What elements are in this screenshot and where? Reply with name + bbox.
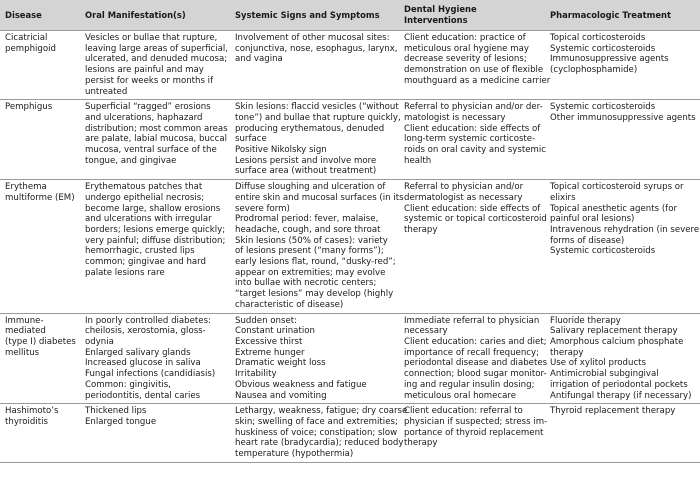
- cell-text-line: Topical anesthetic agents (for: [550, 203, 677, 214]
- cell-text-line: health: [404, 155, 432, 166]
- cell-text-line: Referral to physician and/or der-: [404, 102, 543, 113]
- cell-text-line: mouthguard as a medicine carrier: [404, 75, 551, 86]
- cell-oral-manifestations: [80, 100, 230, 180]
- cell-text-line: Client education: referral to: [404, 406, 523, 417]
- table-row: [0, 180, 700, 313]
- cell-text-line: Irritability: [235, 369, 277, 380]
- cell-dental-hygiene: [399, 313, 548, 404]
- cell-text-line: Topical corticosteroid syrups or: [550, 182, 684, 193]
- cell-text-line: are palate, labial mucosa, buccal: [85, 134, 228, 145]
- cell-text-line: appear on extremities; may evolve: [235, 267, 386, 278]
- cell-text-line: irrigation of periodontal pockets: [550, 379, 688, 390]
- cell-text-line: common; gingivae and hard: [85, 257, 207, 268]
- cell-text-line: Skin lesions (50% of cases): variety: [235, 235, 388, 246]
- cell-text-line: odynia: [85, 336, 114, 347]
- cell-text-line: cheilosis, xerostomia, gloss-: [85, 326, 206, 337]
- cell-systemic-signs: [230, 404, 408, 463]
- cell-text-line: early lesions flat, round, “dusky-red”;: [235, 257, 396, 268]
- cell-text-line: Superficial “ragged” erosions: [85, 102, 211, 113]
- cell-text-line: producing erythematous, denuded: [235, 123, 385, 134]
- header-pharmacologic: Pharmacologic Treatment: [545, 0, 700, 31]
- cell-text-line: therapy: [404, 438, 438, 449]
- cell-pharmacologic: [545, 313, 700, 404]
- cell-text-line: surface area (without treatment): [235, 166, 377, 177]
- cell-text-line: Use of xylitol products: [550, 358, 647, 369]
- cell-text-line: Lethargy, weakness, fatigue; dry coarse: [235, 406, 408, 417]
- cell-text-line: Topical corticosteroids: [550, 33, 646, 43]
- cell-text-line: Immunosuppressive agents: [550, 54, 669, 65]
- cell-systemic-signs: [230, 31, 399, 100]
- cell-disease: [0, 180, 80, 313]
- cell-text-line: multiforme (EM): [5, 192, 75, 203]
- cell-text-line: entire skin and mucosal surfaces (in its: [235, 192, 404, 203]
- cell-text-line: importance of recall frequency;: [404, 347, 539, 358]
- cell-text-line: periodontal disease and diabetes: [404, 358, 548, 369]
- cell-text-line: (type I) diabetes: [5, 336, 76, 347]
- cell-text-line: tongue, and gingivae: [85, 155, 177, 166]
- cell-text-line: Constant urination: [235, 326, 315, 337]
- cell-text-line: skin; swelling of face and extremities;: [235, 416, 398, 427]
- cell-text-line: thyroiditis: [5, 416, 48, 427]
- cell-text-line: Pemphigus: [5, 102, 53, 113]
- cell-systemic-signs: [230, 180, 404, 313]
- cell-text-line: mucosa, ventral surface of the: [85, 145, 217, 156]
- cell-text-line: Client education: practice of: [404, 33, 526, 43]
- cell-text-line: (cyclophosphamide): [550, 65, 638, 76]
- cell-text-line: Involvement of other mucosal sites:: [235, 33, 390, 43]
- cell-disease: [0, 404, 80, 463]
- cell-text-line: Diffuse sloughing and ulceration of: [235, 182, 386, 193]
- cell-text-line: mellitus: [5, 347, 40, 358]
- cell-text-line: characteristic of disease): [235, 299, 344, 310]
- cell-text-line: temperature (hypothermia): [235, 449, 354, 460]
- cell-text-line: physician if suspected; stress im-: [404, 416, 548, 427]
- cell-text-line: periodontitis, dental caries: [85, 390, 201, 401]
- cell-text-line: elixirs: [550, 192, 576, 203]
- cell-text-line: Systemic corticosteroids: [550, 246, 656, 257]
- cell-text-line: Positive Nikolsky sign: [235, 145, 327, 156]
- cell-text-line: Extreme hunger: [235, 347, 305, 358]
- cell-text-line: dermatologist as necessary: [404, 192, 523, 203]
- cell-text-line: Thickened lips: [85, 406, 147, 417]
- cell-pharmacologic: [545, 180, 700, 313]
- cell-text-line: into bullae with necrotic centers;: [235, 278, 377, 289]
- cell-pharmacologic: [545, 404, 700, 463]
- cell-text-line: Fluoride therapy: [550, 315, 621, 326]
- cell-text-line: Hashimoto’s: [5, 406, 59, 417]
- cell-dental-hygiene: [399, 31, 551, 100]
- cell-text-line: lesions are painful and may: [85, 65, 204, 76]
- cell-text-line: therapy: [550, 347, 584, 358]
- cell-text-line: “target lesions” may develop (highly: [235, 289, 394, 300]
- cell-text-line: undergo epithelial necrosis;: [85, 192, 205, 203]
- cell-text-line: Other immunosuppressive agents: [550, 112, 696, 123]
- cell-text-line: systemic or topical corticosteroid: [404, 214, 547, 225]
- cell-text-line: necessary: [404, 326, 448, 337]
- cell-text-line: Intravenous rehydration (in severe: [550, 224, 700, 235]
- cell-text-line: meticulous oral hygiene may: [404, 43, 529, 54]
- cell-text-line: Salivary replacement therapy: [550, 326, 678, 337]
- cell-text-line: roids on oral cavity and systemic: [404, 145, 546, 156]
- cell-text-line: meticulous oral homecare: [404, 390, 517, 401]
- cell-text-line: persist for weeks or months if: [85, 75, 214, 86]
- cell-systemic-signs: [230, 313, 399, 404]
- cell-dental-hygiene: [399, 404, 548, 463]
- cell-text-line: hemorrhagic, crusted lips: [85, 246, 195, 257]
- cell-text-line: huskiness of voice; constipation; slow: [235, 427, 398, 438]
- header-dental-hygiene: Dental Hygiene Interventions: [399, 0, 545, 31]
- cell-text-line: decrease severity of lesions;: [404, 54, 527, 65]
- cell-systemic-signs: [230, 100, 399, 180]
- cell-dental-hygiene: [399, 180, 545, 313]
- cell-text-line: Thyroid replacement therapy: [550, 406, 676, 417]
- cell-text-line: and ulcerations with irregular: [85, 214, 212, 225]
- cell-text-line: painful oral lesions): [550, 214, 635, 225]
- cell-text-line: and ulcerations, haphazard: [85, 112, 203, 123]
- header-disease: Disease: [0, 0, 80, 31]
- cell-text-line: forms of disease): [550, 235, 625, 246]
- cell-text-line: pemphigoid: [5, 43, 56, 54]
- cell-text-line: Amorphous calcium phosphate: [550, 336, 684, 347]
- cell-text-line: long-term systemic corticoste-: [404, 134, 536, 145]
- cell-text-line: Immune-: [5, 315, 44, 326]
- cell-text-line: In poorly controlled diabetes:: [85, 315, 211, 326]
- cell-text-line: Obvious weakness and fatigue: [235, 379, 367, 390]
- cell-text-line: Cicatricial: [5, 33, 48, 43]
- cell-text-line: Enlarged tongue: [85, 416, 157, 427]
- cell-oral-manifestations: [80, 313, 230, 404]
- header-systemic-signs: Systemic Signs and Symptoms: [230, 0, 399, 31]
- cell-text-line: Erythematous patches that: [85, 182, 203, 193]
- cell-disease: [0, 313, 80, 404]
- cell-text-line: of lesions present (“many forms”);: [235, 246, 384, 257]
- cell-text-line: Immediate referral to physician: [404, 315, 540, 326]
- cell-text-line: leaving large areas of superficial,: [85, 43, 229, 54]
- cell-text-line: Referral to physician and/or: [404, 182, 524, 193]
- cell-text-line: surface: [235, 134, 267, 145]
- cell-text-line: borders; lesions emerge quickly;: [85, 224, 226, 235]
- cell-text-line: Lesions persist and involve more: [235, 155, 377, 166]
- cell-text-line: Increased glucose in saliva: [85, 358, 201, 369]
- cell-text-line: palate lesions rare: [85, 267, 165, 278]
- cell-text-line: Client education: side effects of: [404, 203, 541, 214]
- cell-text-line: Erythema: [5, 182, 47, 193]
- cell-text-line: Nausea and vomiting: [235, 390, 327, 401]
- cell-text-line: Client education: side effects of: [404, 123, 541, 134]
- cell-text-line: conjunctiva, nose, esophagus, larynx,: [235, 43, 398, 54]
- cell-text-line: severe form): [235, 203, 290, 214]
- cell-text-line: headache, cough, and sore throat: [235, 224, 381, 235]
- cell-text-line: Antimicrobial subgingival: [550, 369, 659, 380]
- cell-pharmacologic: [545, 100, 700, 180]
- cell-oral-manifestations: [80, 180, 230, 313]
- cell-text-line: Systemic corticosteroids: [550, 43, 656, 54]
- cell-text-line: portance of thyroid replacement: [404, 427, 544, 438]
- cell-text-line: Systemic corticosteroids: [550, 102, 656, 113]
- cell-text-line: and vagina: [235, 54, 283, 65]
- cell-pharmacologic: [545, 31, 700, 100]
- cell-text-line: Antifungal therapy (if necessary): [550, 390, 692, 401]
- cell-text-line: Fungal infections (candidiasis): [85, 369, 216, 380]
- table-row: [0, 313, 700, 404]
- table-row: [0, 404, 700, 463]
- cell-text-line: become large, shallow erosions: [85, 203, 221, 214]
- cell-text-line: demonstration on use of flexible: [404, 65, 544, 76]
- cell-text-line: Common: gingivitis,: [85, 379, 171, 390]
- cell-text-line: distribution; most common areas: [85, 123, 228, 134]
- cell-text-line: Excessive thirst: [235, 336, 303, 347]
- cell-dental-hygiene: [399, 100, 545, 180]
- cell-disease: [0, 31, 80, 100]
- cell-text-line: Vesicles or bullae that rupture,: [85, 33, 218, 43]
- cell-text-line: Dramatic weight loss: [235, 358, 326, 369]
- cell-text-line: Client education: caries and diet;: [404, 336, 547, 347]
- cell-text-line: Enlarged salivary glands: [85, 347, 191, 358]
- cell-text-line: untreated: [85, 86, 128, 97]
- cell-disease: [0, 100, 80, 180]
- cell-text-line: matologist is necessary: [404, 112, 506, 123]
- table-row: [0, 31, 700, 100]
- cell-text-line: Sudden onset:: [235, 315, 298, 326]
- cell-text-line: tone”) and bullae that rupture quickly,: [235, 112, 401, 123]
- cell-text-line: mediated: [5, 326, 46, 337]
- cell-oral-manifestations: [80, 404, 230, 463]
- header-oral-manifestations: Oral Manifestation(s): [80, 0, 230, 31]
- table-row: [0, 100, 700, 180]
- cell-text-line: connection; blood sugar monitor-: [404, 369, 547, 380]
- cell-text-line: ulcerated, and denuded mucosa;: [85, 54, 228, 65]
- cell-text-line: therapy: [404, 224, 438, 235]
- cell-text-line: Skin lesions: flaccid vesicles (“without: [235, 102, 399, 113]
- cell-text-line: very painful; diffuse distribution;: [85, 235, 226, 246]
- cell-text-line: ing and regular insulin dosing;: [404, 379, 535, 390]
- cell-text-line: Prodromal period: fever, malaise,: [235, 214, 379, 225]
- cell-oral-manifestations: [80, 31, 230, 100]
- cell-text-line: heart rate (bradycardia); reduced body: [235, 438, 404, 449]
- header-row: [0, 0, 700, 31]
